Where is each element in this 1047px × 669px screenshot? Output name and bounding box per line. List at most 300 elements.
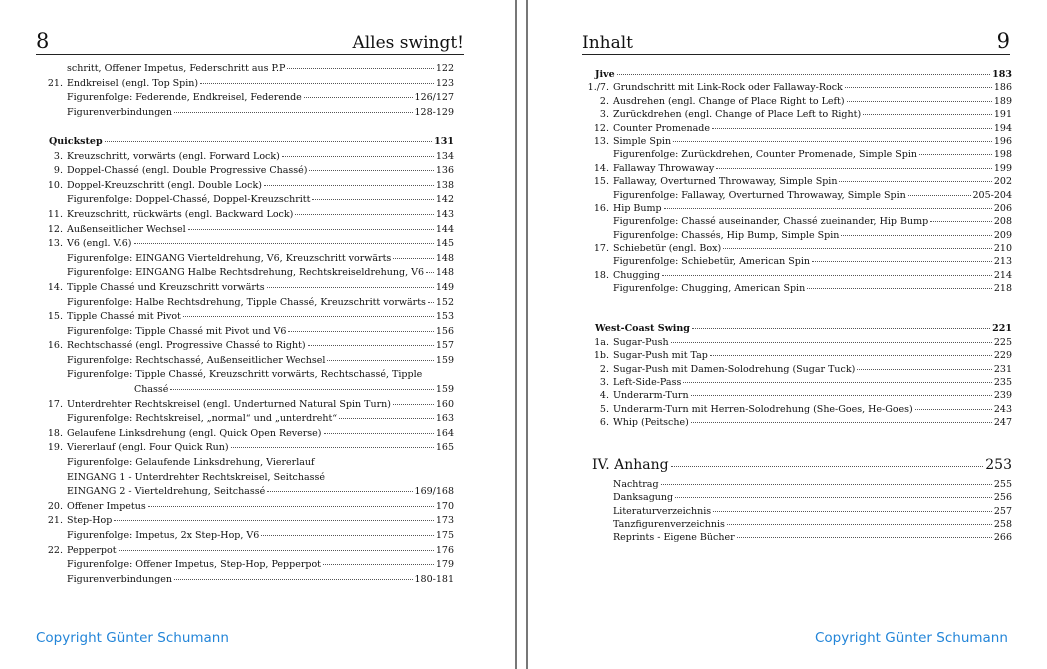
- toc-entry-title: Underarm-Turn: [613, 390, 689, 402]
- toc-entry: [582, 190, 1012, 203]
- toc-entry: [582, 364, 1012, 377]
- toc-entry-page: 258: [993, 518, 1012, 530]
- toc-entry-title: EINGANG 2 - Vierteldrehung, Seitchassé: [67, 486, 266, 498]
- toc-entry: [582, 492, 1012, 505]
- toc-entry-title: Figurenfolge: Federende, Endkreisel, Federende: [67, 92, 302, 104]
- dot-leader: [691, 422, 992, 423]
- dot-leader: [662, 275, 992, 276]
- toc-entry-number: 16.: [593, 202, 609, 214]
- toc-entry-title: Simple Spin: [613, 135, 672, 147]
- toc-entry-page: 159: [435, 384, 454, 396]
- toc-entry-number: 15.: [593, 176, 609, 188]
- toc-entry-page: 152: [435, 296, 454, 308]
- toc-entry-page: 206: [993, 202, 1012, 214]
- toc-entry-title: Tipple Chassé mit Pivot: [67, 311, 181, 323]
- toc-entry-number: 3.: [599, 376, 609, 388]
- dot-leader: [915, 409, 992, 410]
- toc-entry: [36, 515, 454, 530]
- toc-entry: [36, 501, 454, 516]
- toc-entry: [582, 176, 1012, 189]
- toc-entry-number: 4.: [599, 390, 609, 402]
- dot-leader: [428, 302, 434, 303]
- dot-leader: [393, 404, 434, 405]
- toc-entry-number: 9.: [53, 165, 63, 177]
- toc-entry-title: Figurenfolge: Offener Impetus, Step-Hop, Pepperpot: [67, 559, 321, 571]
- left-page: [0, 0, 515, 669]
- dot-leader: [713, 511, 992, 512]
- toc-entry-title: Chugging: [613, 269, 660, 281]
- toc-entry-title: Figurenfolge: Gelaufende Linksdrehung, Viererlauf: [67, 457, 315, 469]
- toc-entry: [582, 109, 1012, 122]
- toc-entry-number: 21.: [47, 77, 63, 89]
- toc-entry-number: 22.: [47, 544, 63, 556]
- toc-entry-page: 134: [435, 150, 454, 162]
- toc-entry-title: Figurenfolge: Chassé auseinander, Chassé zueinander, Hip Bump: [613, 216, 929, 228]
- running-title: Alles swingt!: [352, 33, 464, 53]
- dot-leader: [288, 331, 433, 332]
- dot-leader: [304, 97, 413, 98]
- toc-spacer: [582, 297, 1012, 310]
- toc-entry-number: 14.: [593, 162, 609, 174]
- toc-entry-page: 165: [435, 442, 454, 454]
- dot-leader: [812, 261, 992, 262]
- dot-leader: [267, 287, 434, 288]
- toc-entry: [36, 545, 454, 560]
- toc-entry-page: 175: [435, 530, 454, 541]
- toc-entry-title: Chassé: [134, 384, 169, 396]
- toc-entry-title: Jive: [595, 69, 615, 80]
- toc-entry: [36, 78, 454, 93]
- toc-entry-number: 2.: [599, 95, 609, 107]
- toc-entry-title: Nachtrag: [613, 478, 659, 490]
- left-page-header: [36, 30, 464, 55]
- toc-entry-title: Sugar-Push mit Tap: [613, 350, 708, 362]
- dot-leader: [183, 316, 434, 317]
- toc-entry-number: 18.: [47, 427, 63, 439]
- toc-entry-title: Figurenverbindungen: [67, 573, 173, 585]
- dot-leader: [839, 181, 991, 182]
- toc-entry: [582, 230, 1012, 243]
- toc-entry-number: 5.: [599, 403, 609, 415]
- toc-entry: [36, 311, 454, 326]
- toc-entry-number: 1./7.: [587, 82, 609, 94]
- dot-leader: [857, 369, 992, 370]
- toc-entry-title: Endkreisel (engl. Top Spin): [67, 77, 199, 89]
- dot-leader: [105, 141, 433, 142]
- toc-entry-page: 169/168: [414, 486, 454, 498]
- toc-entry-page: 163: [435, 413, 454, 425]
- toc-entry-page: 170: [435, 500, 454, 512]
- dot-leader: [908, 195, 971, 196]
- toc-entry: [36, 472, 454, 487]
- toc-entry-title: Kreuzschritt, rückwärts (engl. Backward Lock): [67, 208, 294, 220]
- dot-leader: [174, 579, 412, 580]
- toc-entry-page: 255: [993, 478, 1012, 490]
- dot-leader: [261, 535, 434, 536]
- toc-entry-page: 164: [435, 427, 454, 439]
- toc-entry: [36, 559, 454, 574]
- toc-entry-page: 180-181: [414, 573, 454, 585]
- toc-entry-title: Zurückdrehen (engl. Change of Place Left to Right): [613, 109, 862, 121]
- toc-entry-page: 210: [993, 243, 1012, 255]
- toc-entry-title: Grundschritt mit Link-Rock oder Fallaway-Rock: [613, 82, 843, 94]
- toc-entry-title: Doppel-Chassé (engl. Double Progressive Chassé): [67, 165, 308, 177]
- dot-leader: [312, 199, 433, 200]
- toc-entry-page: 186: [993, 82, 1012, 94]
- toc-entry-title: Figurenfolge: Rechtschassé, Außenseitlicher Wechsel: [67, 354, 326, 366]
- toc-entry-page: 142: [435, 194, 454, 206]
- toc-entry: [582, 337, 1012, 350]
- toc-entry: [582, 149, 1012, 162]
- toc-entry: [36, 136, 454, 151]
- dot-leader: [339, 418, 434, 419]
- dot-leader: [327, 360, 433, 361]
- toc-entry-number: 11.: [47, 208, 63, 220]
- toc-entry-number: 17.: [47, 398, 63, 410]
- toc-entry-page: 176: [435, 544, 454, 556]
- toc-entry-page: 173: [435, 515, 454, 527]
- toc-entry-page: 148: [435, 252, 454, 264]
- toc-entry-title: Counter Promenade: [613, 122, 710, 134]
- toc-entry-page: 145: [435, 238, 454, 250]
- toc-entry: [36, 574, 454, 589]
- toc-entry: [582, 270, 1012, 283]
- toc-entry-title: Figurenverbindungen: [67, 106, 173, 118]
- dot-leader: [723, 248, 992, 249]
- toc-entry-number: 12.: [47, 223, 63, 235]
- book-gutter: [515, 0, 528, 669]
- toc-entry-page: 199: [993, 162, 1012, 174]
- dot-leader: [919, 154, 992, 155]
- dot-leader: [426, 272, 434, 273]
- toc-entry-page: 214: [993, 269, 1012, 281]
- toc-entry: [36, 486, 454, 501]
- toc-entry-number: 15.: [47, 311, 63, 323]
- toc-entry-page: 231: [993, 363, 1012, 375]
- toc-entry-page: 266: [993, 532, 1012, 544]
- toc-entry-page: 243: [993, 403, 1012, 415]
- toc-entry-number: 12.: [593, 122, 609, 134]
- copyright-footer: Copyright Günter Schumann: [36, 630, 229, 646]
- dot-leader: [119, 550, 434, 551]
- toc-entry-title: Figurenfolge: Impetus, 2x Step-Hop, V6: [67, 530, 260, 541]
- toc-entry-title: Left-Side-Pass: [613, 376, 682, 388]
- toc-entry: [36, 238, 454, 253]
- dot-leader: [287, 68, 433, 69]
- toc-entry-title: V6 (engl. V.6): [67, 238, 132, 250]
- toc-entry-title: schritt, Offener Impetus, Federschritt aus P.P: [67, 63, 286, 74]
- toc-entry: [582, 350, 1012, 363]
- toc-entry: [36, 267, 454, 282]
- toc-entry-page: 144: [435, 223, 454, 235]
- toc-entry: [36, 442, 454, 457]
- toc-entry-page: 183: [992, 69, 1012, 80]
- toc-entry: [582, 457, 1012, 478]
- toc-entry-page: 202: [993, 176, 1012, 188]
- dot-leader: [264, 185, 434, 186]
- dot-leader: [807, 288, 992, 289]
- dot-leader: [393, 258, 434, 259]
- toc-entry: [36, 413, 454, 428]
- toc-entry-title: Ausdrehen (engl. Change of Place Right to Left): [613, 95, 845, 107]
- right-page: [528, 0, 1047, 669]
- toc-entry-title: IV. Anhang: [592, 457, 669, 474]
- toc-entry-page: 191: [993, 109, 1012, 121]
- dot-leader: [683, 382, 992, 383]
- dot-leader: [727, 524, 992, 525]
- toc-entry-title: Rechtschassé (engl. Progressive Chassé to Right): [67, 340, 306, 352]
- dot-leader: [174, 112, 412, 113]
- toc-entry-title: Hip Bump: [613, 202, 662, 214]
- toc-entry-title: Fallaway, Overturned Throwaway, Simple Spin: [613, 176, 838, 188]
- toc-entry: [582, 479, 1012, 492]
- toc-entry-page: 221: [992, 323, 1012, 335]
- toc-entry-page: 253: [985, 457, 1012, 474]
- toc-entry-number: 13.: [47, 238, 63, 250]
- dot-leader: [267, 491, 412, 492]
- toc-entry-page: 208: [993, 216, 1012, 228]
- toc-entry-title: Figurenfolge: Tipple Chassé mit Pivot und V6: [67, 325, 287, 337]
- toc-entry-page: 247: [993, 417, 1012, 429]
- toc-entry-title: Figurenfolge: EINGANG Vierteldrehung, V6, Kreuzschritt vorwärts: [67, 252, 392, 264]
- toc-entry-page: 131: [434, 135, 454, 147]
- toc-entry-title: Schiebetür (engl. Box): [613, 243, 722, 255]
- toc-entry: [582, 506, 1012, 519]
- toc-entry-page: 160: [435, 398, 454, 410]
- toc-entry-page: 257: [993, 505, 1012, 517]
- toc-entry-number: 13.: [593, 135, 609, 147]
- toc-entry-page: 225: [993, 336, 1012, 348]
- toc-entry: [36, 165, 454, 180]
- toc-entry-page: 198: [993, 149, 1012, 161]
- toc-entry-number: 1a.: [594, 336, 609, 348]
- toc-entry-title: Reprints - Eigene Bücher: [613, 532, 735, 544]
- toc-entry-title: Tipple Chassé und Kreuzschritt vorwärts: [67, 281, 265, 293]
- toc-spacer: [36, 121, 454, 136]
- page-number: 9: [996, 29, 1010, 53]
- toc-entry: [582, 519, 1012, 532]
- toc-entry-title: Gelaufene Linksdrehung (engl. Quick Open Reverse): [67, 427, 322, 439]
- toc-entry-title: Sugar-Push: [613, 336, 669, 348]
- toc-entry-title: Figurenfolge: Chugging, American Spin: [613, 283, 806, 295]
- dot-leader: [134, 243, 434, 244]
- toc-entry-title: Figurenfolge: Zurückdrehen, Counter Promenade, Simple Spin: [613, 149, 918, 161]
- toc-entry-page: 143: [435, 208, 454, 220]
- toc-entry: [36, 209, 454, 224]
- toc-entry: [36, 63, 454, 78]
- dot-leader: [664, 208, 992, 209]
- toc-entry-page: 159: [435, 354, 454, 366]
- dot-leader: [661, 484, 992, 485]
- toc-spacer: [582, 444, 1012, 457]
- dot-leader: [671, 342, 992, 343]
- toc-entry-title: West-Coast Swing: [595, 323, 690, 335]
- toc-entry-page: 153: [435, 311, 454, 323]
- toc-entry-title: Literaturverzeichnis: [613, 505, 712, 517]
- toc-entry: [582, 323, 1012, 336]
- toc-entry-title: Quickstep: [49, 135, 103, 147]
- toc-entry: [36, 457, 454, 472]
- dot-leader: [712, 128, 992, 129]
- toc-entry: [36, 297, 454, 312]
- toc-entry-number: 6.: [599, 417, 609, 429]
- toc-entry-title: Offener Impetus: [67, 500, 146, 512]
- page-number: 8: [36, 29, 50, 53]
- toc-entry-title: Figurenfolge: Schiebetür, American Spin: [613, 256, 811, 268]
- toc-entry: [582, 404, 1012, 417]
- toc-entry-title: Unterdrehter Rechtskreisel (engl. Underturned Natural Spin Turn): [67, 398, 391, 410]
- toc-entry: [582, 417, 1012, 430]
- toc-entry: [582, 283, 1012, 296]
- toc-entry: [36, 326, 454, 341]
- toc-entry-title: Figurenfolge: Rechtskreisel, „normal“ und „unterdreht“: [67, 413, 338, 425]
- toc-list-right: [582, 69, 1012, 546]
- toc-entry-page: 194: [993, 122, 1012, 134]
- toc-entry-number: 3.: [53, 150, 63, 162]
- toc-entry-title: Sugar-Push mit Damen-Solodrehung (Sugar Tuck): [613, 363, 856, 375]
- toc-entry: [582, 216, 1012, 229]
- toc-entry-number: 1b.: [593, 350, 609, 362]
- running-title: Inhalt: [582, 33, 634, 53]
- dot-leader: [692, 328, 990, 329]
- toc-entry-number: 16.: [47, 340, 63, 352]
- toc-entry: [582, 123, 1012, 136]
- dot-leader: [282, 156, 434, 157]
- toc-entry: [582, 163, 1012, 176]
- dot-leader: [309, 170, 433, 171]
- toc-entry: [582, 136, 1012, 149]
- dot-leader: [170, 389, 433, 390]
- toc-entry-title: Figurenfolge: Doppel-Chassé, Doppel-Kreuzschritt: [67, 194, 311, 206]
- toc-entry-number: 10.: [47, 179, 63, 191]
- toc-entry-title: Underarm-Turn mit Herren-Solodrehung (She-Goes, He-Goes): [613, 403, 913, 415]
- toc-entry-title: Außenseitlicher Wechsel: [67, 223, 186, 235]
- toc-entry: [36, 384, 454, 399]
- toc-entry-page: 157: [435, 340, 454, 352]
- toc-entry-page: 218: [993, 283, 1012, 295]
- dot-leader: [691, 395, 992, 396]
- toc-entry: [582, 390, 1012, 403]
- toc-entry: [36, 428, 454, 443]
- toc-entry-title: Doppel-Kreuzschritt (engl. Double Lock): [67, 179, 262, 191]
- toc-entry-title: EINGANG 1 - Unterdrehter Rechtskreisel, Seitchassé: [67, 471, 326, 483]
- dot-leader: [231, 447, 434, 448]
- toc-entry-page: 123: [435, 77, 454, 89]
- toc-entry: [36, 530, 454, 545]
- toc-spacer: [582, 310, 1012, 323]
- toc-entry: [582, 256, 1012, 269]
- dot-leader: [675, 497, 992, 498]
- toc-entry-title: Figurenfolge: Fallaway, Overturned Throwaway, Simple Spin: [613, 189, 906, 201]
- toc-entry-page: 149: [435, 281, 454, 293]
- toc-entry: [582, 377, 1012, 390]
- toc-entry-page: 189: [993, 95, 1012, 107]
- toc-entry-title: Figurenfolge: Chassés, Hip Bump, Simple Spin: [613, 229, 840, 241]
- toc-entry-title: Pepperpot: [67, 544, 117, 556]
- toc-entry-title: Figurenfolge: EINGANG Halbe Rechtsdrehung, Rechtskreiseldrehung, V6: [67, 267, 425, 279]
- toc-entry-page: 148: [435, 267, 454, 279]
- toc-spacer: [582, 431, 1012, 444]
- toc-entry-page: 229: [993, 350, 1012, 362]
- right-page-header: [582, 30, 1010, 55]
- toc-entry: [36, 194, 454, 209]
- toc-entry: [36, 180, 454, 195]
- toc-entry-page: 128-129: [414, 106, 454, 118]
- toc-entry-number: 14.: [47, 281, 63, 293]
- toc-entry-number: 3.: [599, 109, 609, 121]
- toc-entry: [582, 96, 1012, 109]
- toc-entry: [582, 532, 1012, 545]
- copyright-footer: Copyright Günter Schumann: [815, 630, 1008, 646]
- dot-leader: [671, 466, 984, 467]
- toc-entry-page: 209: [993, 229, 1012, 241]
- toc-entry-title: Figurenfolge: Tipple Chassé, Kreuzschritt vorwärts, Rechtschassé, Tipple: [67, 369, 423, 381]
- dot-leader: [863, 114, 992, 115]
- toc-entry-page: 196: [993, 135, 1012, 147]
- dot-leader: [188, 229, 434, 230]
- toc-entry-number: 18.: [593, 269, 609, 281]
- toc-entry-page: 179: [435, 559, 454, 571]
- toc-entry-page: 239: [993, 390, 1012, 402]
- toc-entry-page: 126/127: [414, 92, 454, 104]
- toc-entry: [36, 355, 454, 370]
- dot-leader: [737, 537, 992, 538]
- toc-entry: [36, 107, 454, 122]
- toc-entry-title: Fallaway Throwaway: [613, 162, 715, 174]
- toc-entry-title: Danksagung: [613, 492, 674, 504]
- toc-entry: [36, 399, 454, 414]
- toc-entry-title: Kreuzschritt, vorwärts (engl. Forward Lock): [67, 150, 280, 162]
- dot-leader: [308, 345, 434, 346]
- dot-leader: [114, 520, 434, 521]
- toc-entry-page: 156: [435, 325, 454, 337]
- toc-entry: [36, 253, 454, 268]
- dot-leader: [841, 235, 991, 236]
- dot-leader: [324, 433, 434, 434]
- toc-list-left: [36, 63, 454, 588]
- dot-leader: [200, 83, 434, 84]
- toc-entry: [36, 224, 454, 239]
- dot-leader: [710, 355, 992, 356]
- toc-entry-number: 20.: [47, 500, 63, 512]
- toc-entry-page: 122: [435, 63, 454, 74]
- toc-entry-page: 256: [993, 492, 1012, 504]
- toc-entry: [36, 282, 454, 297]
- toc-entry: [36, 92, 454, 107]
- toc-entry-page: 205-204: [972, 189, 1012, 201]
- dot-leader: [930, 221, 992, 222]
- toc-entry-number: 19.: [47, 442, 63, 454]
- dot-leader: [716, 168, 992, 169]
- toc-entry: [582, 203, 1012, 216]
- toc-entry: [582, 243, 1012, 256]
- dot-leader: [148, 506, 434, 507]
- toc-entry-title: Tanzfigurenverzeichnis: [613, 518, 725, 530]
- toc-entry: [36, 151, 454, 166]
- dot-leader: [845, 87, 992, 88]
- toc-entry-page: 138: [435, 179, 454, 191]
- toc-entry-number: 17.: [593, 243, 609, 255]
- toc-entry-page: 235: [993, 376, 1012, 388]
- toc-entry-page: 213: [993, 256, 1012, 268]
- toc-entry-title: Step-Hop: [67, 515, 113, 527]
- toc-entry-title: Viererlauf (engl. Four Quick Run): [67, 442, 229, 454]
- dot-leader: [295, 214, 434, 215]
- dot-leader: [617, 74, 990, 75]
- dot-leader: [847, 101, 992, 102]
- dot-leader: [323, 564, 434, 565]
- toc-entry: [36, 369, 454, 384]
